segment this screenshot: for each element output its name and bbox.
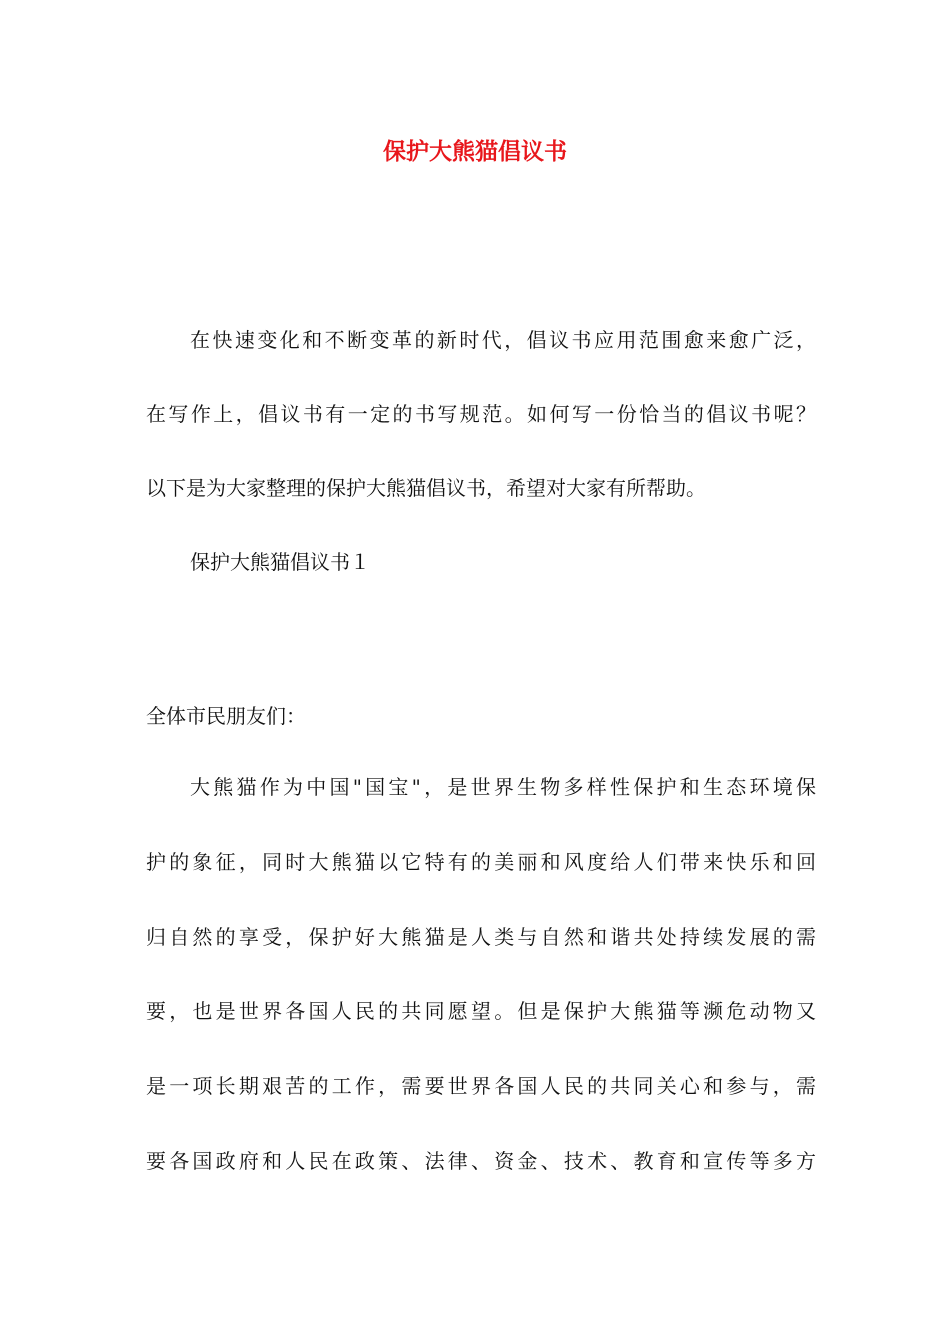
document-title: 保护大熊猫倡议书 (383, 139, 567, 165)
intro-line-2: 在写作上，倡议书有一定的书写规范。如何写一份恰当的倡议书呢？ (146, 402, 816, 426)
body-line-4: 要，也是世界各国人民的共同愿望。但是保护大熊猫等濒危动物又 (146, 999, 816, 1023)
body-line-5: 是一项长期艰苦的工作，需要世界各国人民的共同关心和参与，需 (146, 1074, 816, 1098)
body-line-2: 护的象征，同时大熊猫以它特有的美丽和风度给人们带来快乐和回 (146, 850, 816, 874)
intro-line-3: 以下是为大家整理的保护大熊猫倡议书，希望对大家有所帮助。 (146, 476, 706, 500)
intro-line-1: 在快速变化和不断变革的新时代，倡议书应用范围愈来愈广泛， (190, 328, 816, 352)
salutation: 全体市民朋友们： (146, 704, 306, 728)
section-heading: 保护大熊猫倡议书１ (190, 550, 370, 574)
body-line-6: 要各国政府和人民在政策、法律、资金、技术、教育和宣传等多方 (146, 1149, 816, 1173)
body-line-3: 归自然的享受，保护好大熊猫是人类与自然和谐共处持续发展的需 (146, 925, 816, 949)
body-line-1: 大熊猫作为中国"国宝"，是世界生物多样性保护和生态环境保 (190, 775, 816, 799)
